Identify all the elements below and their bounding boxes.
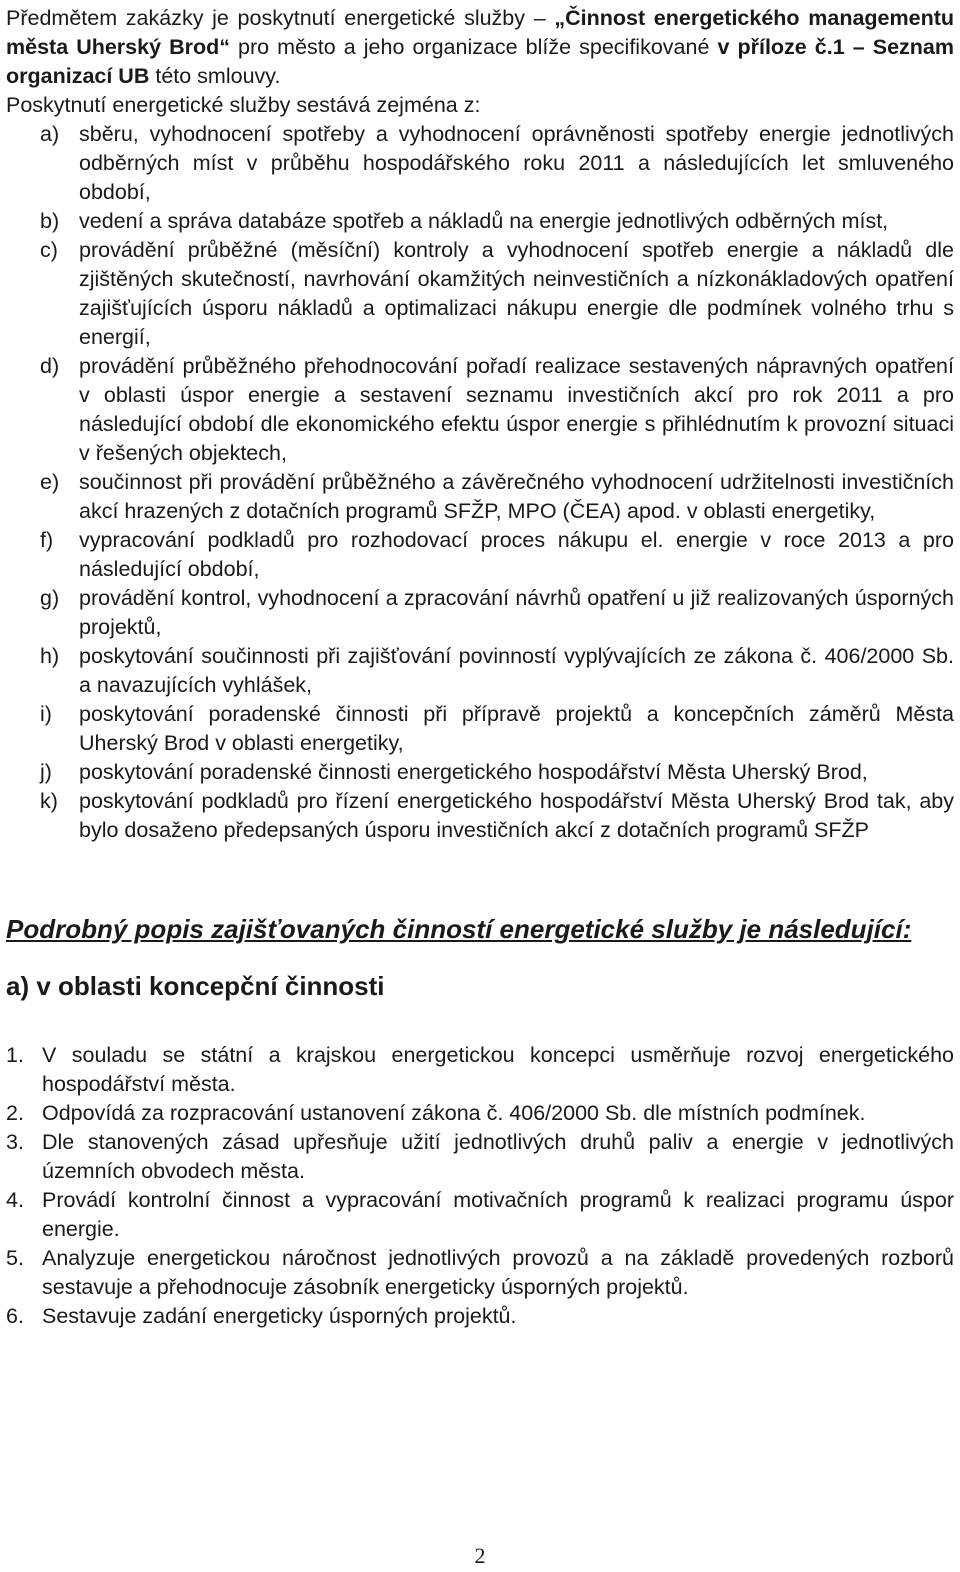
concept-item <box>6 1099 954 1128</box>
service-item-text: provádění kontrol, vyhodnocení a zpracování návrhů opatření u již realizovaných úsporných projektů, <box>79 586 954 639</box>
intro-paragraph <box>6 4 954 91</box>
service-item-marker: h) <box>40 644 60 668</box>
service-item <box>6 787 954 845</box>
service-item-text: provádění průběžného přehodnocování pořadí realizace sestavených nápravných opatření v oblasti úspor energie a sestavení seznamu investičních akcí pro rok 2011 a pro následující období dle ekonomického efektu úspor energie s přihlédnutím k provozní situaci v řešených objektech, <box>79 354 954 465</box>
service-item <box>6 642 954 700</box>
service-item <box>6 700 954 758</box>
intro-text-3: této smlouvy. <box>149 64 281 88</box>
service-item-marker: g) <box>40 586 60 610</box>
service-item-marker: j) <box>40 760 52 784</box>
service-item-text: sběru, vyhodnocení spotřeby a vyhodnocení oprávněnosti spotřeby energie jednotlivých odběrných míst v průběhu hospodářského roku 2011 a následujících let smluveného období, <box>79 122 954 204</box>
service-item-marker: f) <box>40 528 54 552</box>
concept-item-marker: 6. <box>6 1304 24 1328</box>
service-item <box>6 468 954 526</box>
document-page <box>6 4 954 1331</box>
detail-heading: Podrobný popis zajišťovaných činností energetické služby je následující: <box>6 914 912 944</box>
service-name: „Činnost energetického managementu města Uherský Brod“ <box>6 6 955 59</box>
service-item <box>6 120 954 207</box>
concept-item-text: Analyzuje energetickou náročnost jednotlivých provozů a na základě provedených rozborů sestavuje a přehodnocuje zásobník energeticky úsporných projektů. <box>42 1246 954 1299</box>
concept-item <box>6 1302 954 1331</box>
concept-item <box>6 1186 954 1244</box>
concept-item-text: Dle stanovených zásad upřesňuje užití jednotlivých druhů paliv a energie v jednotlivých územních obvodech města. <box>42 1130 954 1183</box>
concept-item-marker: 4. <box>6 1188 24 1212</box>
service-item-text: provádění průběžné (měsíční) kontroly a vyhodnocení spotřeb energie a nákladů dle zjištěných skutečností, navrhování okamžitých neinvestičních a nízkonákladových opatření zajišťujících úsporu nákladů a optimalizaci nákupu energie dle podmínek volného trhu s energií, <box>79 238 954 349</box>
service-item-marker: a) <box>40 122 60 146</box>
service-item-text: vypracování podkladů pro rozhodovací proces nákupu el. energie v roce 2013 a pro následující období, <box>79 528 954 581</box>
appendix-reference: v příloze č.1 – Seznam organizací UB <box>6 35 954 88</box>
service-item-marker: d) <box>40 354 60 378</box>
concept-item <box>6 1128 954 1186</box>
concept-item-text: Odpovídá za rozpracování ustanovení zákona č. 406/2000 Sb. dle místních podmínek. <box>42 1101 866 1125</box>
service-item <box>6 758 954 787</box>
concept-item-marker: 2. <box>6 1101 24 1125</box>
intro-text-2: pro město a jeho organizace blíže specifikované <box>230 35 718 59</box>
concept-item-text: Sestavuje zadání energeticky úsporných projektů. <box>42 1304 517 1328</box>
service-item <box>6 584 954 642</box>
service-item-marker: c) <box>40 238 58 262</box>
services-list <box>6 120 954 845</box>
concept-item-marker: 5. <box>6 1246 24 1270</box>
section-a-heading: a) v oblasti koncepční činnosti <box>6 971 385 1001</box>
service-item-text: součinnost při provádění průběžného a závěrečného vyhodnocení udržitelnosti investičních akcí hrazených z dotačních programů SFŽP, MPO (ČEA) apod. v oblasti energetiky, <box>79 470 954 523</box>
service-item-text: vedení a správa databáze spotřeb a nákladů na energie jednotlivých odběrných míst, <box>79 209 889 233</box>
service-item-marker: e) <box>40 470 60 494</box>
service-item-text: poskytování poradenské činnosti energetického hospodářství Města Uherský Brod, <box>79 760 868 784</box>
concept-item-marker: 3. <box>6 1130 24 1154</box>
intro-text-1: Předmětem zakázky je poskytnutí energetické služby – <box>6 6 555 30</box>
concept-list <box>6 1041 954 1331</box>
service-item <box>6 236 954 352</box>
service-item <box>6 352 954 468</box>
concept-item-text: Provádí kontrolní činnost a vypracování motivačních programů k realizaci programu úspor energie. <box>42 1188 954 1241</box>
concept-item-text: V souladu se státní a krajskou energetickou koncepci usměrňuje rozvoj energetického hospodářství města. <box>42 1043 954 1096</box>
service-item <box>6 526 954 584</box>
service-item-marker: i) <box>40 702 52 726</box>
service-item <box>6 207 954 236</box>
concept-item <box>6 1041 954 1099</box>
service-item-marker: b) <box>40 209 60 233</box>
service-item-text: poskytování podkladů pro řízení energetického hospodářství Města Uherský Brod tak, aby bylo dosaženo předepsaných úsporu investičních akcí z dotačních programů SFŽP <box>79 789 954 842</box>
service-item-marker: k) <box>40 789 58 813</box>
page-number: 2 <box>474 1543 486 1568</box>
service-item-text: poskytování součinnosti při zajišťování povinností vyplývajících ze zákona č. 406/2000 Sb. a navazujících vyhlášek, <box>79 644 954 697</box>
services-intro: Poskytnutí energetické služby sestává zejména z: <box>6 93 481 117</box>
concept-item <box>6 1244 954 1302</box>
concept-item-marker: 1. <box>6 1043 24 1067</box>
service-item-text: poskytování poradenské činnosti při přípravě projektů a koncepčních záměrů Města Uherský Brod v oblasti energetiky, <box>79 702 954 755</box>
